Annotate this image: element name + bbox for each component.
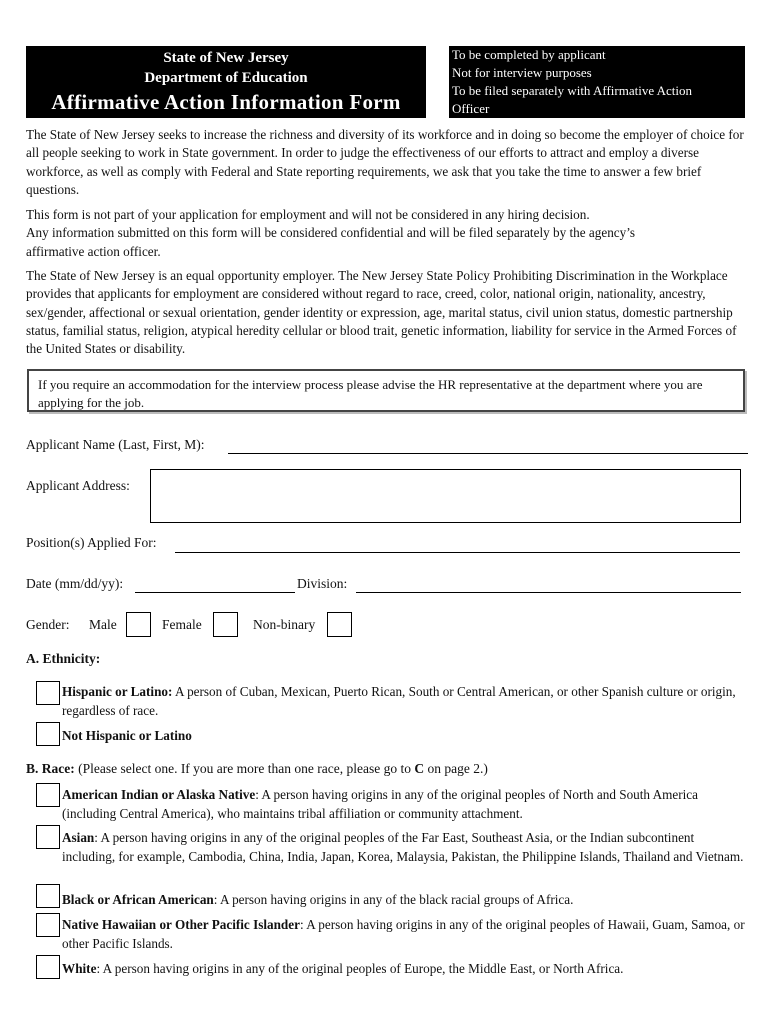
intro-paragraph-3: The State of New Jersey is an equal opportunity employer. The New Jersey State Policy Prohibiting Discrimination in the Workplace provides that applicants for employment are considered without regard to race, creed, color, national origin, nationality, ancestry, sex/gender, affectional or sexual orientation, gender identity or expression, age, marital status, civil union status, domestic partnership status, familial status, religion, atypical heredity cellular or blood trait, genetic information, liability for service in the Armed Forces of the United States or disability. xyxy=(26,268,737,357)
state-name: State of New Jersey xyxy=(163,50,289,66)
ethnicity-hispanic-option: Hispanic or Latino: A person of Cuban, Mexican, Puerto Rican, South or Central American, or other Spanish culture or origin, regardless of race. xyxy=(62,684,736,718)
race-white-option: White: A person having origins in any of the original peoples of Europe, the Middle East, or North Africa. xyxy=(62,961,624,976)
gender-label: Gender: xyxy=(26,617,70,632)
race-asian-checkbox[interactable] xyxy=(36,825,60,849)
applicant-name-field[interactable] xyxy=(228,453,748,454)
applicant-address-field[interactable] xyxy=(150,469,741,523)
race-pacific-islander-option: Native Hawaiian or Other Pacific Islander: A person having origins in any of the original peoples of Hawaii, Guam, Samoa, or other Pacific Islands. xyxy=(62,917,745,951)
form-header xyxy=(26,46,426,118)
division-label: Division: xyxy=(297,576,348,591)
department-name: Department of Education xyxy=(144,70,308,86)
ethnicity-not-hispanic-checkbox[interactable] xyxy=(36,722,60,746)
gender-female-label: Female xyxy=(162,617,202,632)
instruction-line: To be completed by applicant xyxy=(452,47,606,62)
division-field[interactable] xyxy=(356,592,741,593)
applicant-address-label: Applicant Address: xyxy=(26,478,130,493)
race-american-indian-checkbox[interactable] xyxy=(36,783,60,807)
date-label: Date (mm/dd/yy): xyxy=(26,576,124,591)
applicant-name-label: Applicant Name (Last, First, M): xyxy=(26,437,205,452)
instruction-line: Officer xyxy=(452,101,490,116)
gender-male-checkbox[interactable] xyxy=(126,612,151,637)
position-field[interactable] xyxy=(175,552,740,553)
gender-female-checkbox[interactable] xyxy=(213,612,238,637)
gender-nonbinary-checkbox[interactable] xyxy=(327,612,352,637)
date-field[interactable] xyxy=(135,592,295,593)
race-pacific-islander-checkbox[interactable] xyxy=(36,913,60,937)
race-white-checkbox[interactable] xyxy=(36,955,60,979)
race-american-indian-option: American Indian or Alaska Native: A person having origins in any of the original peoples of North and South America (including Central America), who maintains tribal affiliation or community attachment. xyxy=(62,787,698,821)
accommodation-note: If you require an accommodation for the interview process please advise the HR representative at the department where you are applying for the job. xyxy=(27,369,745,412)
gender-male-label: Male xyxy=(89,617,117,632)
ethnicity-heading: A. Ethnicity: xyxy=(26,651,101,666)
race-black-checkbox[interactable] xyxy=(36,884,60,908)
race-asian-option: Asian: A person having origins in any of the original peoples of the Far East, Southeast Asia, or the Indian subcontinent including, for example, Cambodia, China, India, Japan, Korea, Malaysia, Pakistan, the Philippine Islands, Thailand and Vietnam. xyxy=(62,830,744,864)
instruction-line: Not for interview purposes xyxy=(452,65,592,80)
position-label: Position(s) Applied For: xyxy=(26,535,157,550)
ethnicity-hispanic-checkbox[interactable] xyxy=(36,681,60,705)
race-black-option: Black or African American: A person having origins in any of the black racial groups of Africa. xyxy=(62,892,574,907)
intro-paragraph-2: This form is not part of your application for employment and will not be considered in any hiring decision. Any information submitted on this form will be considered confidential and will be filed separately by the agency’s affirmative action officer. xyxy=(26,207,636,259)
ethnicity-not-hispanic-option: Not Hispanic or Latino xyxy=(62,728,192,743)
race-heading: B. Race: (Please select one. If you are more than one race, please go to C on page 2.) xyxy=(26,761,488,776)
instruction-line: To be filed separately with Affirmative Action xyxy=(452,83,693,98)
gender-nonbinary-label: Non-binary xyxy=(253,617,316,632)
intro-paragraph-1: The State of New Jersey seeks to increase the richness and diversity of its workforce and in doing so become the employer of choice for all people seeking to work in State government. In order to judge the effectiveness of our efforts to attract and employ a diverse workforce, as well as comply with Federal and State reporting requirements, we ask that you take the time to answer a few brief questions. xyxy=(26,127,744,197)
form-instructions xyxy=(449,46,745,118)
form-title: Affirmative Action Information Form xyxy=(51,90,401,114)
